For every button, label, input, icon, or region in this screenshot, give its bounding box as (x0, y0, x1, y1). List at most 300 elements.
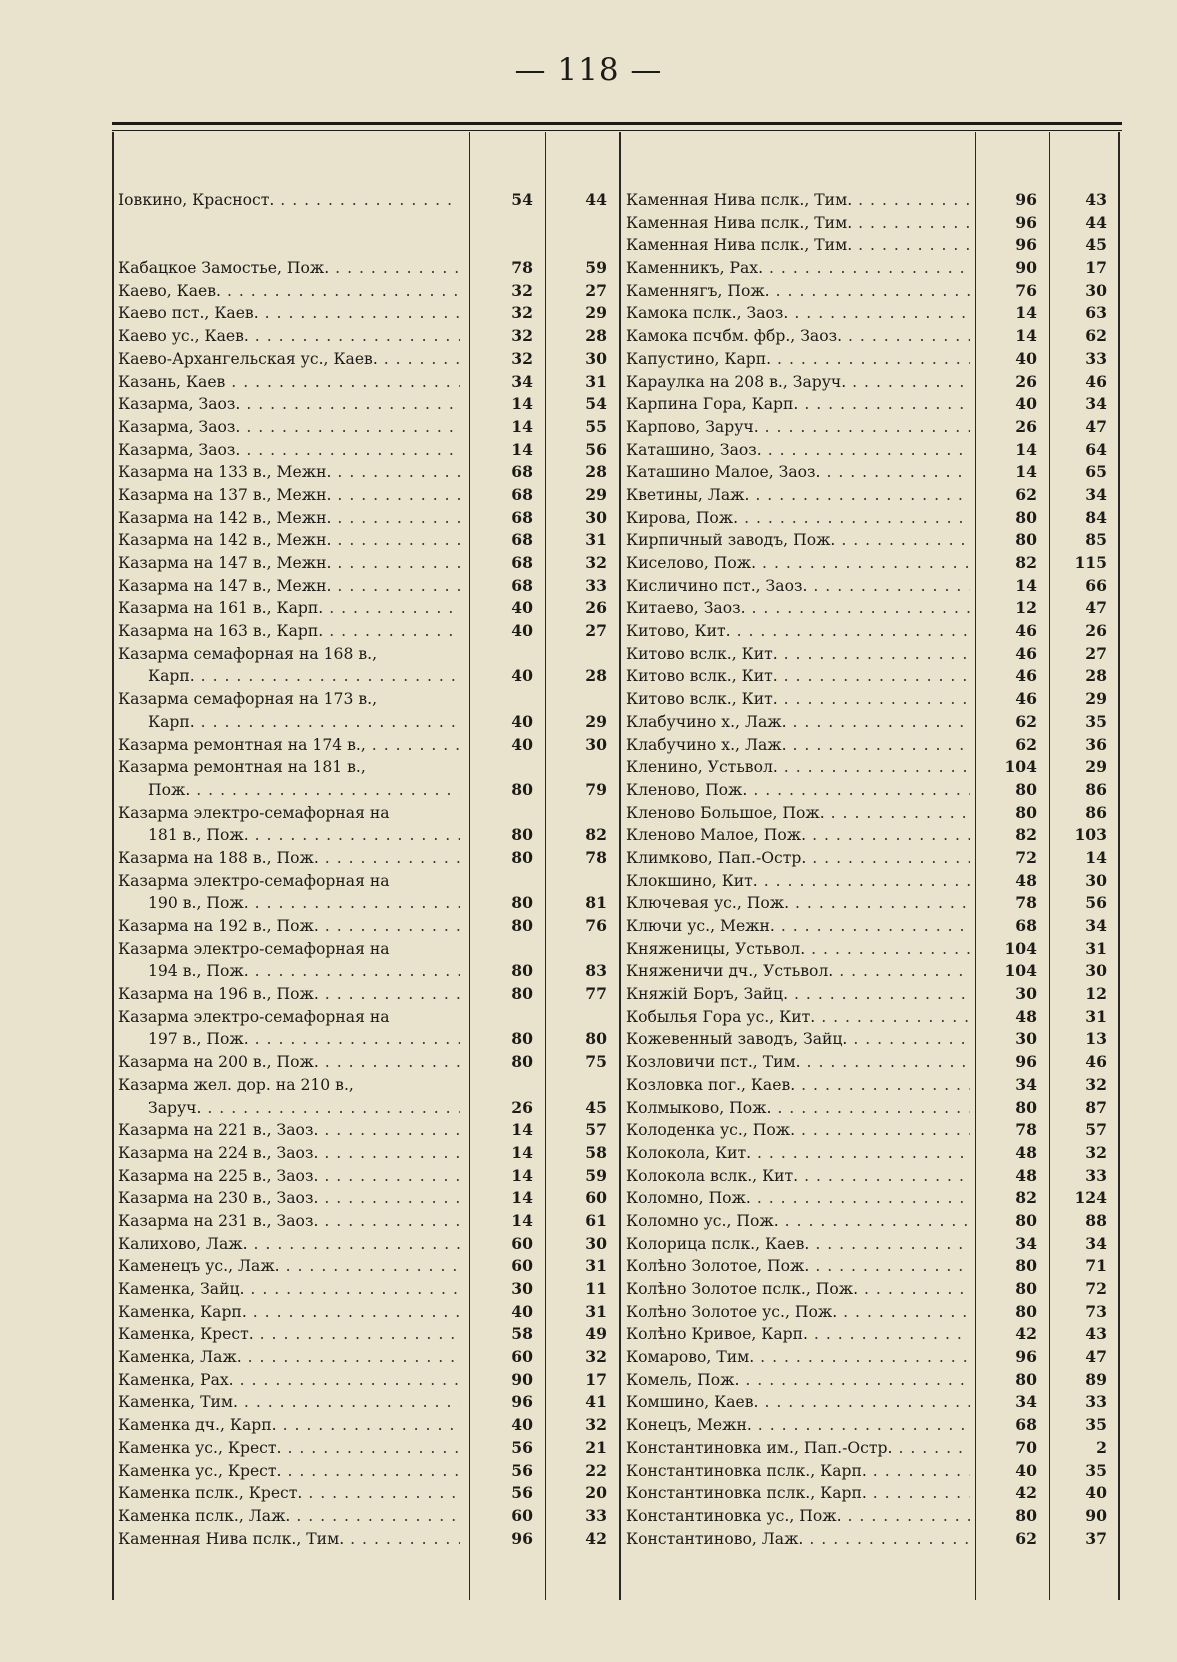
map-sheet-number: 32 (511, 326, 533, 346)
place-row (626, 348, 970, 371)
place-name: Каево-Архангельская ус., Каев. . . . (118, 348, 460, 371)
entry-number: 79 (585, 779, 607, 799)
entry-number: 31 (585, 530, 607, 550)
map-sheet-number: 30 (511, 1279, 533, 1298)
place-row (626, 802, 970, 825)
map-sheet-number: 46 (1015, 621, 1037, 641)
entry-number: 21 (585, 1437, 607, 1457)
entry-number: 33 (1085, 1392, 1107, 1412)
entry-number: 54 (585, 394, 607, 414)
place-row (118, 1414, 460, 1437)
place-row (118, 393, 460, 416)
map-sheet-number: 104 (1004, 938, 1037, 958)
map-sheet-number: 80 (1015, 507, 1037, 527)
place-row (626, 643, 970, 666)
entry-number: 35 (1085, 1460, 1107, 1480)
place-name: Казарма на 200 в., Пож. . . . (118, 1051, 460, 1074)
map-sheet-number (471, 234, 543, 257)
map-sheet-number: 32 (511, 280, 533, 300)
place-name: Каменка, Рах. . . . (118, 1369, 460, 1392)
map-sheet-number: 80 (511, 916, 533, 935)
map-sheet-number: 48 (1015, 1165, 1037, 1185)
place-name: Каменка пслк., Крест. . . . (118, 1482, 460, 1505)
place-row (626, 1323, 970, 1346)
place-name: Казарма на 147 в., Межн. . . . (118, 552, 460, 575)
map-sheet-number: 68 (1015, 916, 1037, 935)
place-name: Колѣно Кривое, Карп. . . . (626, 1323, 970, 1346)
entry-number: 62 (1085, 326, 1107, 346)
left-name-column (118, 189, 460, 1550)
map-sheet-number: 56 (511, 1437, 533, 1457)
entry-number: 29 (585, 484, 607, 504)
map-sheet-number: 26 (511, 1097, 533, 1117)
place-name: Казарма электро-семафорная на (118, 1007, 390, 1026)
map-sheet-number: 14 (1015, 462, 1037, 482)
place-row (118, 960, 460, 983)
map-sheet-number: 12 (1015, 598, 1037, 618)
place-name: Казарма на 133 в., Межн. . . . (118, 461, 460, 484)
map-sheet-number: 78 (1015, 1120, 1037, 1140)
place-row (626, 597, 970, 620)
entry-number: 31 (585, 1301, 607, 1321)
entry-number: 45 (1085, 235, 1107, 255)
entry-number: 20 (585, 1483, 607, 1503)
place-name: Кленово Малое, Пож. . . . (626, 824, 970, 847)
entry-number: 57 (585, 1120, 607, 1140)
place-name: Колмыково, Пож. . . . (626, 1097, 970, 1120)
place-row (118, 779, 460, 802)
place-row (118, 824, 460, 847)
entry-number: 66 (1085, 575, 1107, 595)
place-name: Казарма на 196 в., Пож. . . . (118, 983, 460, 1006)
place-row (118, 1233, 460, 1256)
entry-number: 32 (585, 1347, 607, 1367)
place-name: Казарма ремонтная на 174 в., . . . (118, 734, 460, 757)
place-row (118, 1119, 460, 1142)
right-number-column-1 (977, 189, 1047, 1550)
entry-number: 27 (1085, 643, 1107, 663)
place-row (626, 824, 970, 847)
map-sheet-number: 82 (1015, 825, 1037, 845)
map-sheet-number: 80 (1015, 1369, 1037, 1389)
map-sheet-number: 34 (1015, 1074, 1037, 1094)
place-row (626, 756, 970, 779)
map-sheet-number: 80 (511, 961, 533, 981)
entry-number: 33 (1085, 1165, 1107, 1185)
place-name: Козловичи пст., Тим. . . . (626, 1051, 970, 1074)
entry-number: 77 (585, 984, 607, 1004)
place-row (118, 938, 460, 961)
map-sheet-number: 14 (511, 1210, 533, 1230)
place-name: Княженицы, Устьвол. . . . (626, 938, 970, 961)
entry-number: 73 (1085, 1301, 1107, 1321)
entry-number: 37 (1085, 1528, 1107, 1548)
entry-number: 31 (1085, 938, 1107, 958)
map-sheet-number: 80 (1015, 1210, 1037, 1230)
place-name: Клабучино х., Лаж. . . . (626, 734, 970, 757)
place-row (626, 620, 970, 643)
place-name: Китово, Кит. . . . (626, 620, 970, 643)
place-row (118, 643, 460, 666)
map-sheet-number: 26 (1015, 416, 1037, 436)
map-sheet-number: 56 (511, 1483, 533, 1503)
place-row (118, 1210, 460, 1233)
place-name: Казарма на 163 в., Карп. . . . (118, 620, 460, 643)
place-row (118, 1369, 460, 1392)
place-name: Каменная Нива пслк., Тим. . . . (118, 1528, 460, 1551)
map-sheet-number: 14 (511, 416, 533, 436)
map-sheet-number: 80 (511, 1029, 533, 1049)
place-row (118, 1346, 460, 1369)
place-name: Колѣно Золотое, Пож. . . . (626, 1255, 970, 1278)
map-sheet-number: 60 (511, 1233, 533, 1253)
place-name: Казарма семафорная на 173 в., (118, 690, 378, 709)
map-sheet-number: 80 (1015, 1279, 1037, 1298)
place-row (626, 234, 970, 257)
entry-number: 27 (585, 280, 607, 300)
map-sheet-number: 80 (1015, 779, 1037, 799)
map-sheet-number: 62 (1015, 484, 1037, 504)
place-name: Казарма на 137 в., Межн. . . . (118, 484, 460, 507)
entry-number: 47 (1085, 598, 1107, 618)
place-row (626, 711, 970, 734)
place-row (626, 257, 970, 280)
entry-number: 28 (585, 462, 607, 482)
place-name: Кленово Большое, Пож. . . . (626, 802, 970, 825)
place-name: Карпина Гора, Карп. . . . (626, 393, 970, 416)
map-sheet-number: 96 (1015, 1052, 1037, 1072)
place-name: Колѣно Золотое ус., Пож. . . . (626, 1301, 970, 1324)
entry-number (547, 1074, 617, 1097)
entry-number: 89 (1085, 1369, 1107, 1389)
page-number: — 118 — (514, 52, 663, 88)
place-name: Карпово, Заруч. . . . (626, 416, 970, 439)
column-divider (469, 132, 470, 1600)
map-sheet-number: 14 (1015, 326, 1037, 346)
entry-number: 28 (1085, 666, 1107, 686)
place-row (626, 1437, 970, 1460)
map-sheet-number: 34 (1015, 1392, 1037, 1412)
place-name: Константиновка ус., Пож. . . . (626, 1505, 970, 1528)
place-row (626, 665, 970, 688)
entry-number: 71 (1085, 1256, 1107, 1276)
entry-number: 22 (585, 1460, 607, 1480)
map-sheet-number (471, 938, 543, 961)
entry-number: 115 (1074, 553, 1107, 572)
place-row (626, 484, 970, 507)
entry-number: 45 (585, 1097, 607, 1117)
place-name: Китово вслк., Кит. . . . (626, 665, 970, 688)
entry-number: 34 (1085, 394, 1107, 414)
entry-number: 30 (585, 348, 607, 368)
entry-number: 32 (1085, 1142, 1107, 1162)
place-name: Казарма на 231 в., Заоз. . . . (118, 1210, 460, 1233)
place-row (118, 1006, 460, 1029)
map-sheet-number: 96 (1015, 190, 1037, 209)
entry-number: 30 (585, 734, 607, 754)
entry-number: 31 (585, 1256, 607, 1276)
map-sheet-number: 62 (1015, 1528, 1037, 1548)
place-row (118, 597, 460, 620)
entry-number: 83 (585, 961, 607, 981)
place-name: Княжiй Боръ, Зайц. . . . (626, 983, 970, 1006)
map-sheet-number: 14 (511, 1142, 533, 1162)
entry-number: 33 (1085, 348, 1107, 368)
place-name: Пож. . . . (118, 779, 460, 802)
place-row (626, 507, 970, 530)
entry-number: 30 (585, 507, 607, 527)
place-name: Каменка дч., Карп. . . . (118, 1414, 460, 1437)
entry-number: 43 (1085, 190, 1107, 209)
place-row (118, 325, 460, 348)
entry-number: 90 (1085, 1505, 1107, 1525)
column-divider (1118, 132, 1120, 1600)
map-sheet-number: 80 (1015, 802, 1037, 822)
place-row (118, 1165, 460, 1188)
place-row (626, 1301, 970, 1324)
place-row (118, 1278, 460, 1301)
place-row (118, 1528, 460, 1551)
map-sheet-number: 80 (1015, 1097, 1037, 1117)
place-row (118, 847, 460, 870)
map-sheet-number: 40 (511, 734, 533, 754)
place-row (626, 1414, 970, 1437)
place-name: Казарма семафорная на 168 в., (118, 644, 378, 663)
map-sheet-number: 26 (1015, 371, 1037, 391)
map-sheet-number: 104 (1004, 757, 1037, 777)
place-row (118, 620, 460, 643)
place-name: Кожевенный заводъ, Зайц. . . . (626, 1028, 970, 1051)
place-name: Казарма на 230 в., Заоз. . . . (118, 1187, 460, 1210)
place-name: Каменная Нива пслк., Тим. . . . (626, 212, 970, 235)
place-name: Колокола вслк., Кит. . . . (626, 1165, 970, 1188)
map-sheet-number: 34 (1015, 1233, 1037, 1253)
place-name: Козловка пог., Каев. . . . (626, 1074, 970, 1097)
entry-number: 32 (1085, 1074, 1107, 1094)
place-row (118, 983, 460, 1006)
entry-number: 36 (1085, 734, 1107, 754)
map-sheet-number: 58 (511, 1324, 533, 1344)
place-name: Колоденка ус., Пож. . . . (626, 1119, 970, 1142)
map-sheet-number: 14 (1015, 575, 1037, 595)
entry-number: 59 (585, 258, 607, 278)
map-sheet-number: 80 (1015, 1301, 1037, 1321)
map-sheet-number: 96 (1015, 212, 1037, 232)
place-row (118, 665, 460, 688)
map-sheet-number: 42 (1015, 1483, 1037, 1503)
place-row (118, 552, 460, 575)
place-name: Каменнягъ, Пож. . . . (626, 280, 970, 303)
map-sheet-number: 30 (1015, 984, 1037, 1004)
place-name: Каменка, Карп. . . . (118, 1301, 460, 1324)
map-sheet-number: 96 (1015, 1347, 1037, 1367)
map-sheet-number: 62 (1015, 734, 1037, 754)
map-sheet-number: 40 (511, 598, 533, 618)
place-row (118, 711, 460, 734)
map-sheet-number: 40 (511, 1301, 533, 1321)
place-row (118, 1142, 460, 1165)
map-sheet-number: 96 (511, 1528, 533, 1548)
entry-number (547, 1006, 617, 1029)
place-name: Кирпичный заводъ, Пож. . . . (626, 529, 970, 552)
place-row (626, 1165, 970, 1188)
map-sheet-number (471, 870, 543, 893)
place-name: Константиновка им., Пап.-Остр. . . . (626, 1437, 970, 1460)
place-name: Каево пст., Каев. . . . (118, 302, 460, 325)
place-row (626, 371, 970, 394)
place-row (118, 1255, 460, 1278)
right-number-column-2 (1051, 189, 1117, 1550)
entry-number: 30 (1085, 870, 1107, 890)
place-row (626, 1187, 970, 1210)
map-sheet-number: 68 (511, 530, 533, 550)
place-row (118, 734, 460, 757)
place-row (118, 892, 460, 915)
map-sheet-number: 80 (1015, 1256, 1037, 1276)
place-name: Казарма на 188 в., Пож. . . . (118, 847, 460, 870)
entry-number: 14 (1085, 847, 1107, 867)
place-row (626, 1051, 970, 1074)
place-name: Климково, Пап.-Остр. . . . (626, 847, 970, 870)
entry-number: 29 (1085, 689, 1107, 709)
map-sheet-number: 80 (511, 847, 533, 867)
entry-number: 28 (585, 666, 607, 686)
entry-number: 80 (585, 1029, 607, 1049)
entry-number: 33 (585, 1505, 607, 1525)
entry-number: 44 (1085, 212, 1107, 232)
top-rule-thin (112, 130, 1122, 131)
place-row (118, 439, 460, 462)
place-name: Клокшино, Кит. . . . (626, 870, 970, 893)
map-sheet-number: 82 (1015, 553, 1037, 572)
place-name: Каево ус., Каев. . . . (118, 325, 460, 348)
place-row (118, 915, 460, 938)
place-row (626, 439, 970, 462)
entry-number: 88 (1085, 1210, 1107, 1230)
place-name: Каменка пслк., Лаж. . . . (118, 1505, 460, 1528)
entry-number: 32 (585, 1415, 607, 1435)
place-row (118, 1505, 460, 1528)
place-name: Заруч. . . . (118, 1097, 460, 1120)
entry-number: 30 (585, 1233, 607, 1253)
place-row (626, 529, 970, 552)
map-sheet-number: 68 (511, 575, 533, 595)
map-sheet-number: 46 (1015, 643, 1037, 663)
place-row (118, 371, 460, 394)
place-row (118, 280, 460, 303)
entry-number: 32 (585, 553, 607, 572)
top-rule (112, 122, 1122, 125)
entry-number: 78 (585, 847, 607, 867)
gazetteer-table (112, 122, 1122, 1600)
map-sheet-number: 32 (511, 303, 533, 323)
place-name: Каменка, Зайц. . . . (118, 1278, 460, 1301)
place-name: Каменная Нива пслк., Тим. . . . (626, 189, 970, 212)
map-sheet-number: 40 (511, 621, 533, 641)
place-row (118, 484, 460, 507)
entry-number: 34 (1085, 916, 1107, 935)
map-sheet-number: 68 (511, 484, 533, 504)
place-name: Кленово, Пож. . . . (626, 779, 970, 802)
entry-number: 46 (1085, 1052, 1107, 1072)
place-name: Китово вслк., Кит. . . . (626, 643, 970, 666)
entry-number: 124 (1074, 1188, 1107, 1208)
entry-number: 47 (1085, 1347, 1107, 1367)
place-row (626, 1074, 970, 1097)
place-name: Казарма жел. дор. на 210 в., (118, 1075, 354, 1094)
entry-number: 35 (1085, 1415, 1107, 1435)
entry-number: 13 (1085, 1029, 1107, 1049)
entry-number: 31 (1085, 1006, 1107, 1026)
place-row (118, 870, 460, 893)
place-name: Колѣно Золотое пслк., Пож. . . . (626, 1278, 970, 1301)
map-sheet-number: 96 (1015, 235, 1037, 255)
place-row (626, 1142, 970, 1165)
place-row (118, 302, 460, 325)
entry-number: 72 (1085, 1279, 1107, 1298)
place-row (626, 1278, 970, 1301)
entry-number: 11 (585, 1279, 607, 1298)
place-name: 197 в., Пож. . . . (118, 1028, 460, 1051)
entry-number: 26 (1085, 621, 1107, 641)
map-sheet-number: 80 (511, 825, 533, 845)
place-row (626, 1097, 970, 1120)
place-name: Казарма электро-семафорная на (118, 871, 390, 890)
map-sheet-number: 40 (511, 711, 533, 731)
entry-number: 30 (1085, 961, 1107, 981)
place-row (626, 779, 970, 802)
entry-number (547, 688, 617, 711)
entry-number: 58 (585, 1142, 607, 1162)
entry-number: 86 (1085, 779, 1107, 799)
place-row (626, 983, 970, 1006)
column-divider (545, 132, 546, 1600)
place-name: Каменецъ ус., Лаж. . . . (118, 1255, 460, 1278)
entry-number (547, 870, 617, 893)
map-sheet-number: 68 (511, 553, 533, 572)
map-sheet-number: 78 (511, 258, 533, 278)
place-row (626, 1028, 970, 1051)
place-row (118, 1391, 460, 1414)
place-name: Казарма на 225 в., Заоз. . . . (118, 1165, 460, 1188)
place-name: Казарма на 161 в., Карп. . . . (118, 597, 460, 620)
place-name: Конецъ, Межн. . . . (626, 1414, 970, 1437)
entry-number: 33 (585, 575, 607, 595)
entry-number: 49 (585, 1324, 607, 1344)
entry-number: 85 (1085, 530, 1107, 550)
place-name: 190 в., Пож. . . . (118, 892, 460, 915)
map-sheet-number: 40 (511, 666, 533, 686)
place-name: Казарма на 142 в., Межн. . . . (118, 507, 460, 530)
place-name: Колорица пслк., Каев. . . . (626, 1233, 970, 1256)
map-sheet-number: 96 (511, 1392, 533, 1412)
place-name: 181 в., Пож. . . . (118, 824, 460, 847)
place-name: Капустино, Карп. . . . (626, 348, 970, 371)
map-sheet-number (471, 802, 543, 825)
place-row (118, 1028, 460, 1051)
map-sheet-number: 34 (511, 371, 533, 391)
map-sheet-number: 60 (511, 1256, 533, 1276)
place-row (118, 348, 460, 371)
place-row (118, 257, 460, 280)
map-sheet-number: 60 (511, 1505, 533, 1525)
entry-number: 40 (1085, 1483, 1107, 1503)
map-sheet-number: 40 (511, 1415, 533, 1435)
place-name: Китаево, Заоз. . . . (626, 597, 970, 620)
entry-number: 29 (1085, 757, 1107, 777)
place-name: Караулка на 208 в., Заруч. . . . (626, 371, 970, 394)
entry-number: 76 (585, 916, 607, 935)
